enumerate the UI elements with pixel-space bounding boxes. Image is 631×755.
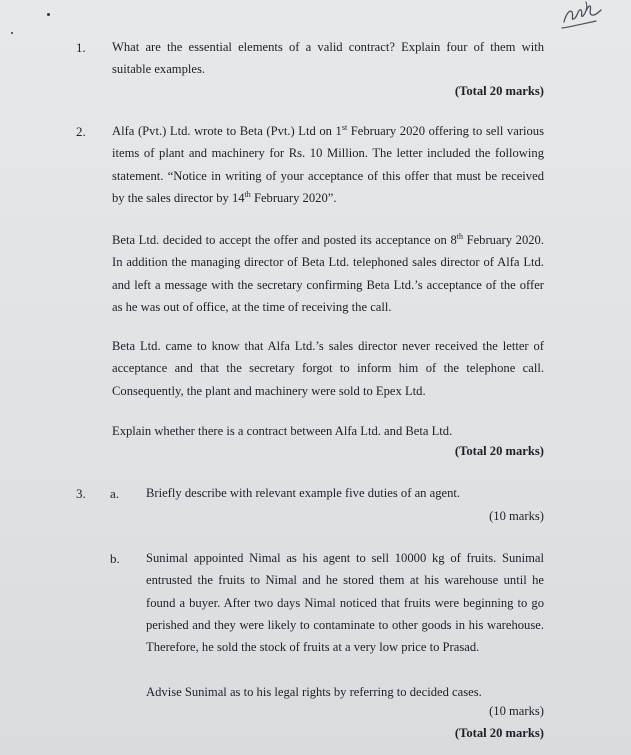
- question-3b-advise: Advise Sunimal as to his legal rights by referring to decided cases.: [146, 685, 482, 699]
- ordinal-suffix: th: [244, 189, 251, 199]
- question-2-paragraph-1: [112, 120, 544, 209]
- question-3a-marks: (10 marks): [489, 509, 544, 523]
- question-2-total-marks: (Total 20 marks): [454, 444, 544, 458]
- question-2-paragraph-2: [112, 229, 544, 318]
- question-2-paragraph-3: Beta Ltd. came to know that Alfa Ltd.’s sales director never received the letter of acceptance and that the secretary forgot to inform him of the telephone call. Consequently, the plant and machinery were sold to Epex Ltd.: [112, 339, 544, 398]
- ordinal-suffix: st: [341, 122, 348, 132]
- question-1-number: 1.: [76, 40, 86, 55]
- text-segment: February 2020 offering to sell various items of plant and machinery for Rs. 10 Million. The letter included the following statement. “Notice in writing of your acceptance of this offer that must be received by the sales director by 14: [112, 124, 545, 205]
- ordinal-suffix: th: [456, 231, 463, 241]
- question-3-total-marks: (Total 20 marks): [454, 726, 544, 740]
- question-3-number: 3.: [76, 486, 86, 501]
- handwritten-signature-mark: [556, 0, 604, 36]
- text-segment: February 2020”.: [250, 190, 337, 205]
- text-segment: Alfa (Pvt.) Ltd. wrote to Beta (Pvt.) Ltd on 1: [112, 124, 342, 138]
- question-2-paragraph-4: Explain whether there is a contract between Alfa Ltd. and Beta Ltd.: [112, 424, 453, 438]
- text-segment: Beta Ltd. decided to accept the offer and posted its acceptance on 8: [112, 233, 457, 247]
- ink-dot: [11, 32, 13, 34]
- text-segment: February 2020. In addition the managing director of Beta Ltd. telephoned sales director of Alfa Ltd. and left a message with the secretary confirming Beta Ltd.’s acceptance of the offer as he was out of office, at the time of receiving the call.: [112, 233, 544, 314]
- question-3a-text: Briefly describe with relevant example five duties of an agent.: [146, 486, 461, 500]
- question-1-text: What are the essential elements of a valid contract? Explain four of them with suitable examples.: [112, 40, 544, 77]
- question-1-total-marks: (Total 20 marks): [454, 84, 544, 98]
- ink-dot: [47, 13, 50, 16]
- question-3b-text: Sunimal appointed Nimal as his agent to sell 10000 kg of fruits. Sunimal entrusted the fruits to Nimal and he stored them at his warehouse until he found a buyer. After two days Nimal noticed that fruits were beginning to go perished and they were likely to contaminate to other goods in his warehouse. Therefore, he sold the stock of fruits at a very low price to Prasad.: [146, 551, 544, 655]
- question-3b-marks: (10 marks): [489, 704, 544, 718]
- question-2-number: 2.: [76, 124, 86, 139]
- question-3b-label: b.: [110, 551, 120, 566]
- question-3a-label: a.: [110, 486, 120, 501]
